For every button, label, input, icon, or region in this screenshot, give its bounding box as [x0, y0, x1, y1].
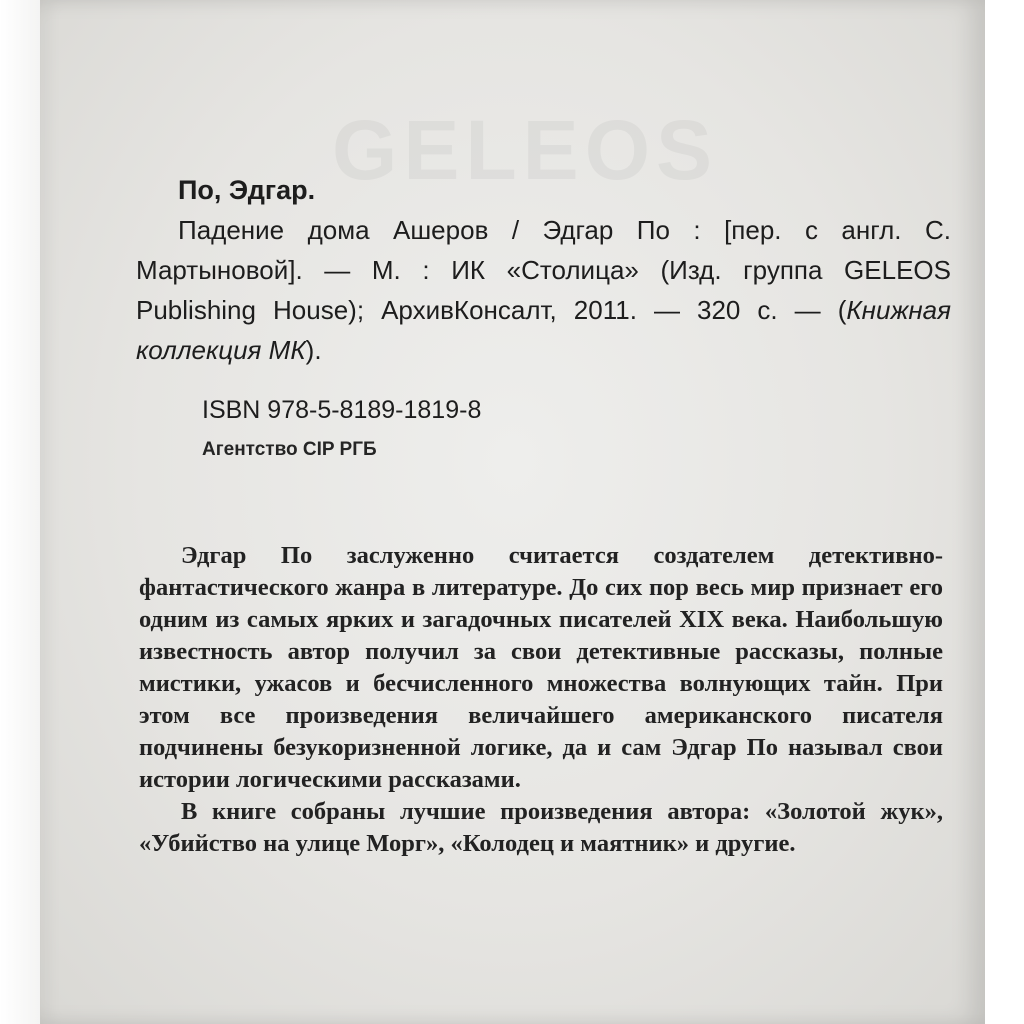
isbn-number: ISBN 978-5-8189-1819-8 — [202, 396, 482, 424]
annotation-paragraph-1: Эдгар По заслуженно считается создателем детективно-фантастического жанра в литературе. До сих пор весь мир признает его одним из самых ярких и загадочных писателей XIX века. Наибольшую известность автор получил за свои детективные рассказы, полные мистики, ужасов и бесчисленного множества волнующих тайн. При этом все произведения величайшего американского писателя подчинены безукоризненной логике, да и сам Эдгар По называл свои истории логическими рассказами. — [139, 542, 943, 793]
cip-agency: Агентство CIP РГБ — [202, 439, 377, 460]
bibliographic-record — [136, 170, 951, 370]
series-title: Книжная коллекция МК — [136, 295, 951, 365]
annotation-paragraph-2: В книге собраны лучшие произведения автора: «Золотой жук», «Убийство на улице Морг», «Колодец и маятник» и другие. — [139, 798, 943, 857]
book-title: Падение дома Ашеров — [178, 215, 489, 245]
background-left-margin — [0, 0, 40, 1024]
publication-details: / Эдгар По : [пер. с англ. С. Мартыновой]. — М. : ИК «Столица» (Изд. группа GELEOS Publishing House); АрхивКонсалт, 2011. — 320 с. — ( — [136, 215, 951, 325]
publisher-watermark: GELEOS — [332, 103, 719, 197]
bibliographic-entry — [136, 210, 951, 370]
book-annotation — [139, 540, 943, 860]
author-heading: По, Эдгар. — [178, 175, 316, 205]
series-close: ). — [305, 335, 322, 365]
background-right-margin — [985, 0, 1024, 1024]
